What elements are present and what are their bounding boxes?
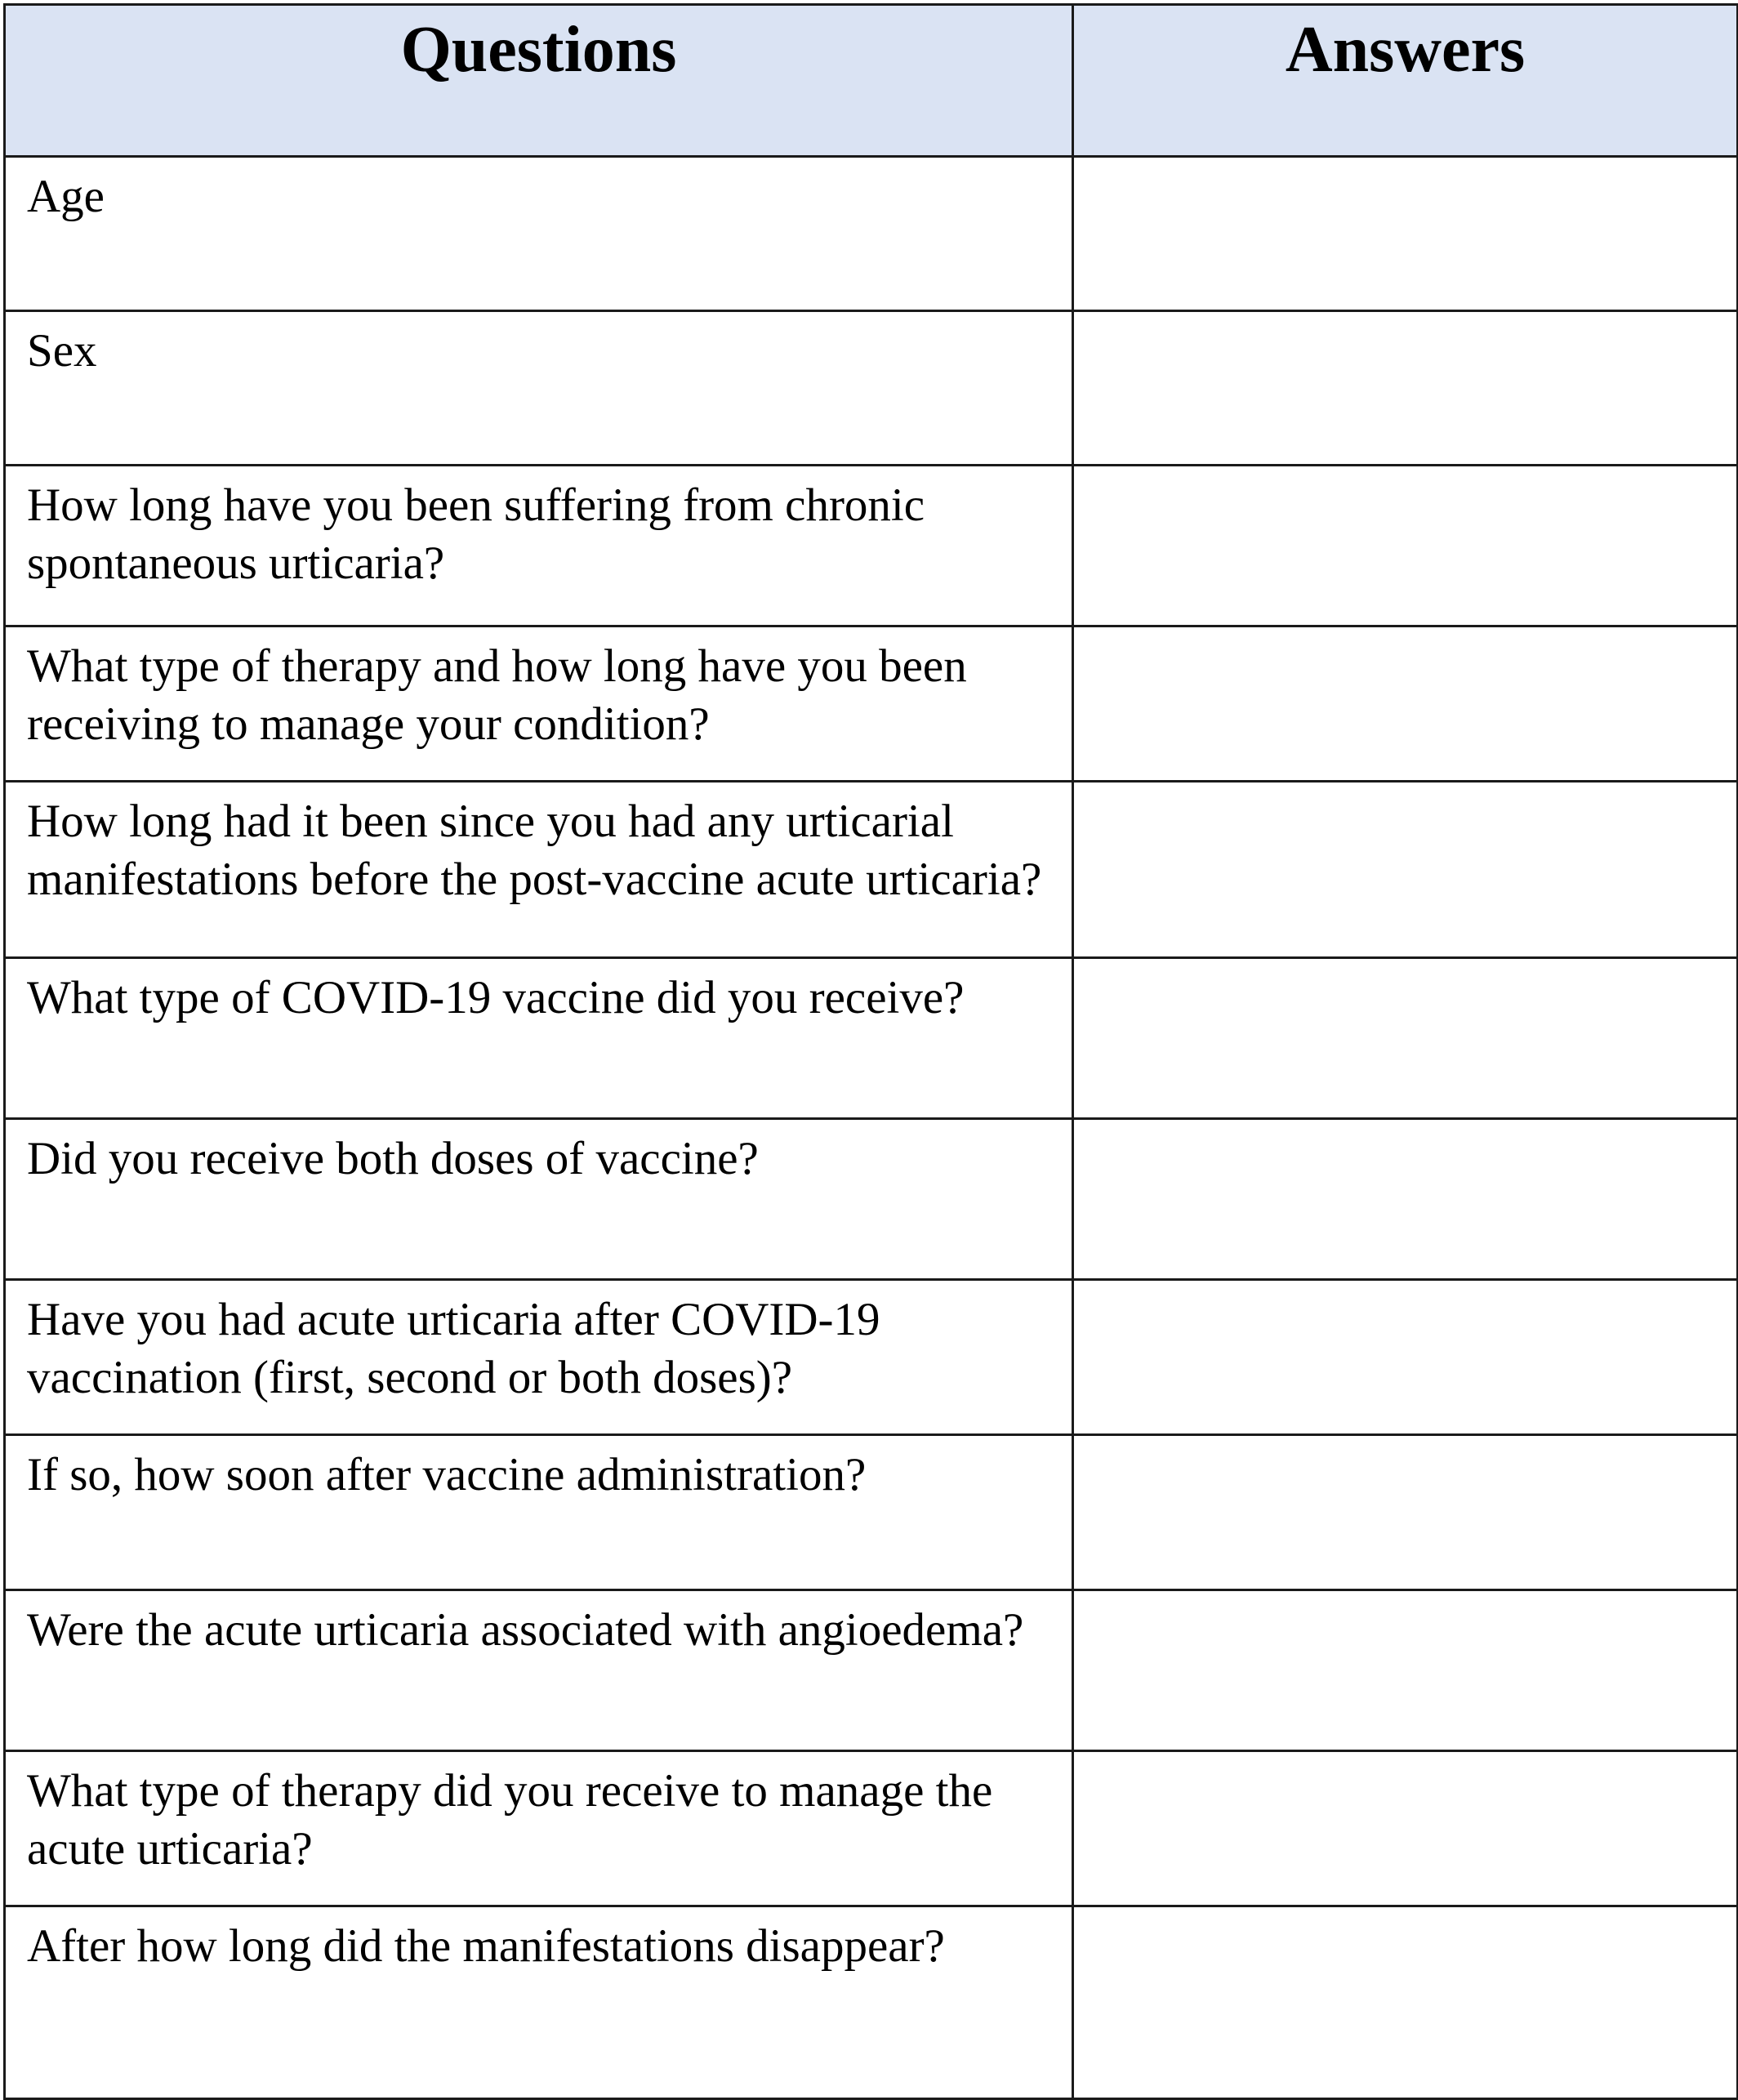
table-row [5,466,1738,626]
table-row [5,958,1738,1119]
header-row [5,5,1738,157]
table-row [5,157,1738,311]
answer-cell[interactable] [1073,1590,1738,1751]
question-cell: Did you receive both doses of vaccine? [5,1119,1073,1280]
table-row [5,1280,1738,1435]
table-row [5,1590,1738,1751]
question-cell: What type of COVID-19 vaccine did you receive? [5,958,1073,1119]
table-row [5,782,1738,958]
question-cell: What type of therapy did you receive to manage the acute urticaria? [5,1751,1073,1906]
answer-cell[interactable] [1073,626,1738,782]
table-row [5,1119,1738,1280]
answer-cell[interactable] [1073,466,1738,626]
answer-cell[interactable] [1073,1280,1738,1435]
table-row [5,1751,1738,1906]
question-cell: Age [5,157,1073,311]
questionnaire-table [3,3,1738,2100]
answer-cell[interactable] [1073,782,1738,958]
answer-cell[interactable] [1073,157,1738,311]
question-cell: Sex [5,311,1073,466]
question-cell: What type of therapy and how long have you been receiving to manage your condition? [5,626,1073,782]
table-row [5,1435,1738,1590]
answer-cell[interactable] [1073,1906,1738,2099]
answer-cell[interactable] [1073,1119,1738,1280]
table-row [5,626,1738,782]
question-cell: How long have you been suffering from chronic spontaneous urticaria? [5,466,1073,626]
questions-column-header: Questions [5,5,1073,157]
question-cell: How long had it been since you had any urticarial manifestations before the post-vaccine acute urticaria? [5,782,1073,958]
table-row [5,311,1738,466]
question-cell: Were the acute urticaria associated with angioedema? [5,1590,1073,1751]
question-cell: Have you had acute urticaria after COVID-19 vaccination (first, second or both doses)? [5,1280,1073,1435]
question-cell: After how long did the manifestations disappear? [5,1906,1073,2099]
answer-cell[interactable] [1073,311,1738,466]
question-cell: If so, how soon after vaccine administration? [5,1435,1073,1590]
answer-cell[interactable] [1073,1751,1738,1906]
answer-cell[interactable] [1073,958,1738,1119]
answers-column-header: Answers [1073,5,1738,157]
table-row [5,1906,1738,2099]
answer-cell[interactable] [1073,1435,1738,1590]
